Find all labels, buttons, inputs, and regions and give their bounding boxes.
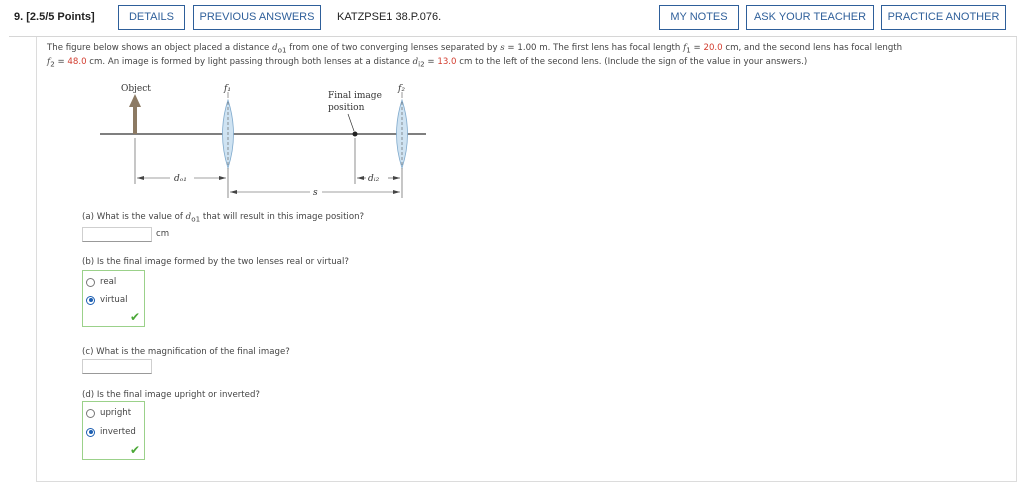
question-number-and-points xyxy=(14,11,95,23)
two-lens-diagram xyxy=(100,80,430,202)
part-d-option-inverted[interactable]: inverted xyxy=(86,426,136,438)
f2-value: 48.0 xyxy=(67,57,87,67)
details-button[interactable]: DETAILS xyxy=(118,5,185,30)
di2-label: dᵢ₂ xyxy=(368,174,380,184)
problem-statement-line-1: The figure below shows an object placed a distance $d_{o1}$ from one of two converging lenses separated by s = 1.00 m. The first lens has focal length $f_1 = 20.0$ cm, and the second lens has focal length xyxy=(47,43,903,55)
part-a-answer-input[interactable] xyxy=(82,227,152,242)
part-c-question: (c) What is the magnification of the final image? xyxy=(82,347,290,357)
part-d-radio-inverted[interactable] xyxy=(86,428,95,437)
part-b-radio-virtual[interactable] xyxy=(86,296,95,305)
f1-value: 20.0 xyxy=(703,43,723,53)
final-image-pointer xyxy=(348,114,354,131)
lens-1 xyxy=(223,92,234,168)
part-d-question: (d) Is the final image upright or inverted? xyxy=(82,390,260,400)
correct-check-icon: ✔ xyxy=(129,443,140,457)
points-label: [2.5/5 Points] xyxy=(26,11,95,23)
part-a-question: (a) What is the value of $d_{o1}$ that will result in this image position? xyxy=(82,212,365,224)
previous-answers-button[interactable]: PREVIOUS ANSWERS xyxy=(193,5,321,30)
di2-value: 13.0 xyxy=(437,57,457,67)
final-image-point xyxy=(353,132,358,137)
final-image-label-line-2: position xyxy=(328,103,365,113)
part-a-unit: cm xyxy=(156,229,170,239)
f1-label: f₁ xyxy=(224,84,231,94)
part-b-option-real[interactable]: real xyxy=(86,276,116,288)
part-b-option-virtual[interactable]: virtual xyxy=(86,294,127,306)
s-label: s xyxy=(313,188,318,198)
part-b-question: (b) Is the final image formed by the two lenses real or virtual? xyxy=(82,257,349,267)
my-notes-button[interactable]: MY NOTES xyxy=(659,5,739,30)
practice-another-button[interactable]: PRACTICE ANOTHER xyxy=(881,5,1006,30)
part-d-radio-upright[interactable] xyxy=(86,409,95,418)
problem-statement-line-2: $f_2 = 48.0$ cm. An image is formed by light passing through both lenses at a distance $d_{i2} = 13.0$ cm to the left of the second lens. (Include the sign of the value in your answers.) xyxy=(47,57,808,69)
part-d-option-upright[interactable]: upright xyxy=(86,407,131,419)
question-number: 9. xyxy=(14,11,24,23)
question-header xyxy=(0,0,1024,36)
part-d-radio-group xyxy=(82,401,145,460)
part-b-radio-group xyxy=(82,270,145,327)
f2-label: f₂ xyxy=(398,84,405,94)
object-label: Object xyxy=(121,84,151,94)
correct-check-icon: ✔ xyxy=(129,310,140,324)
question-code: KATZPSE1 38.P.076. xyxy=(337,11,442,23)
object-arrow xyxy=(129,94,141,134)
part-c-answer-input[interactable] xyxy=(82,359,152,374)
lens-2 xyxy=(397,92,408,168)
do1-label: dₒ₁ xyxy=(174,174,187,184)
part-b-radio-real[interactable] xyxy=(86,278,95,287)
ask-your-teacher-button[interactable]: ASK YOUR TEACHER xyxy=(746,5,874,30)
final-image-label-line-1: Final image xyxy=(328,91,382,101)
